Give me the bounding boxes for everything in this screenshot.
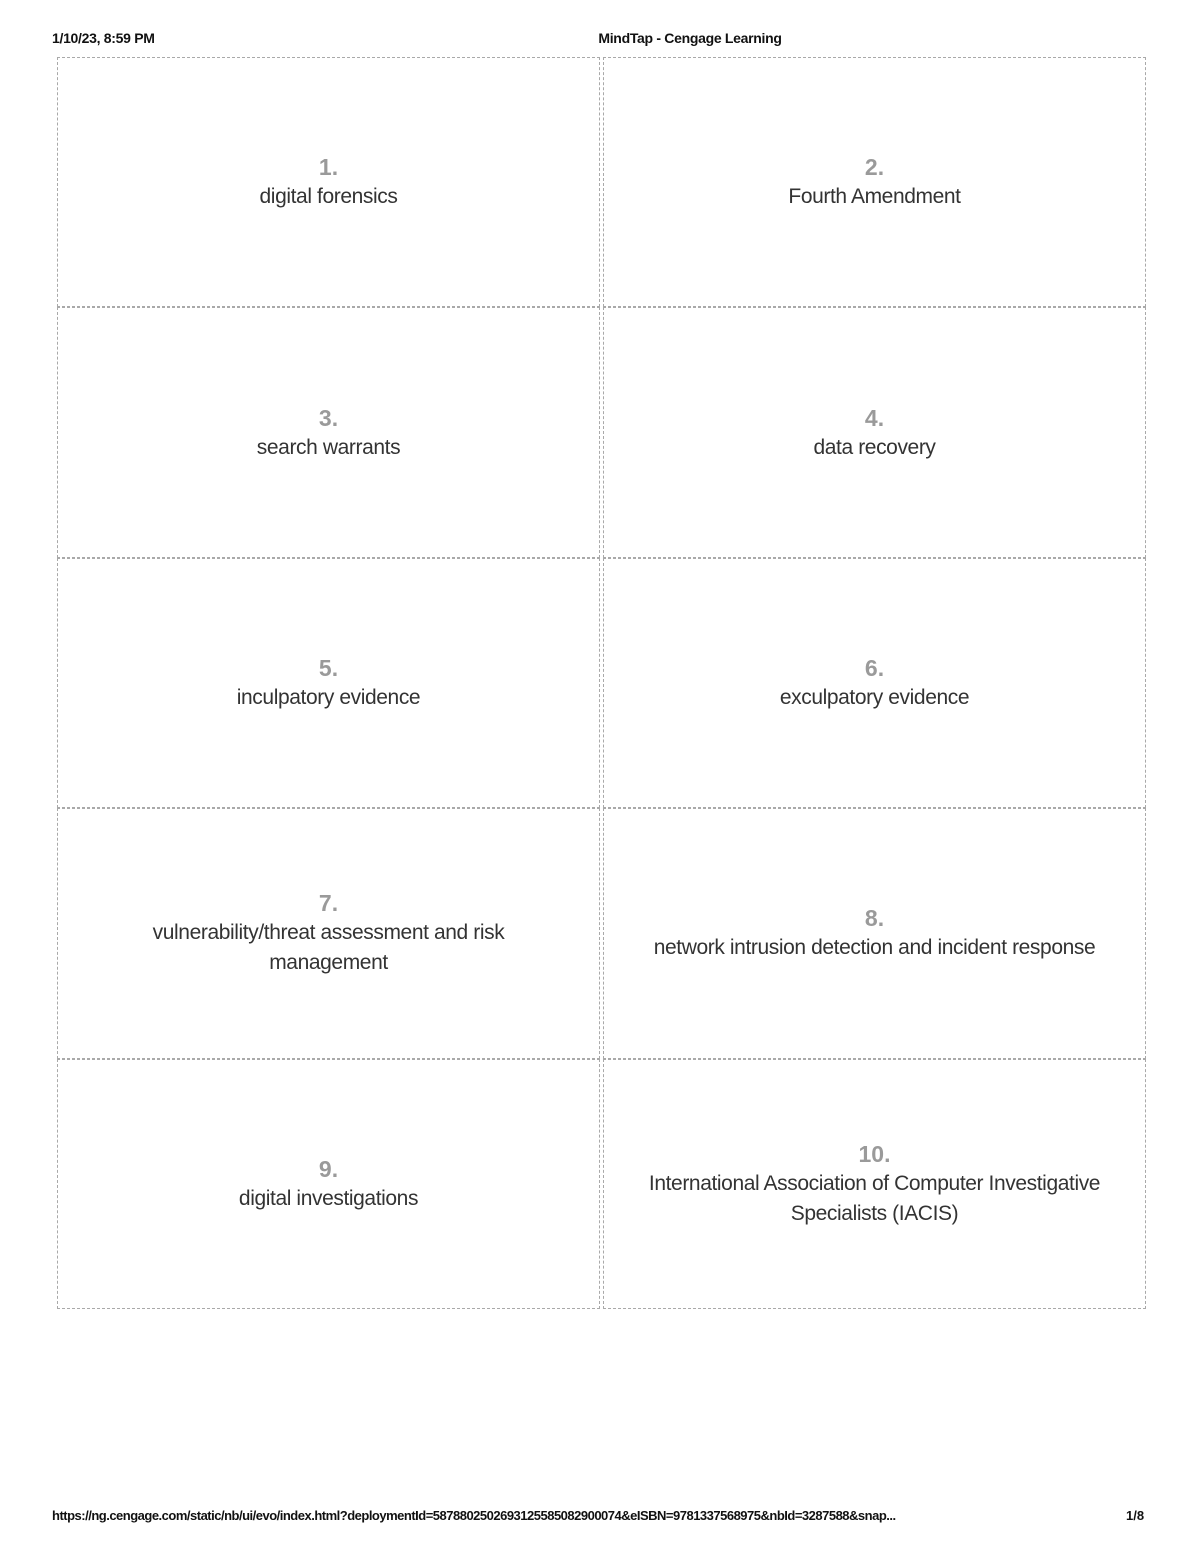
card-term: search warrants bbox=[256, 435, 401, 459]
flashcard bbox=[57, 558, 600, 808]
flashcard bbox=[603, 1059, 1146, 1309]
footer-url: https://ng.cengage.com/static/nb/ui/evo/index.html?deploymentId=5878802502693125585082900074&eISBN=9781337568975&nbId=3287588&snap... bbox=[52, 1508, 896, 1523]
card-number: 4. bbox=[864, 404, 885, 431]
card-number: 2. bbox=[864, 154, 885, 181]
card-term: exculpatory evidence bbox=[779, 685, 970, 709]
flashcard-grid bbox=[57, 57, 1146, 1309]
page-title: MindTap - Cengage Learning bbox=[598, 30, 782, 46]
card-term: data recovery bbox=[813, 435, 936, 459]
flashcard bbox=[57, 57, 600, 307]
card-number: 1. bbox=[318, 154, 339, 181]
card-term: inculpatory evidence bbox=[236, 685, 421, 709]
page-number: 1/8 bbox=[1126, 1508, 1145, 1523]
flashcard bbox=[603, 558, 1146, 808]
flashcard bbox=[603, 808, 1146, 1058]
card-term: Fourth Amendment bbox=[788, 185, 961, 209]
flashcard bbox=[57, 1059, 600, 1309]
flashcard bbox=[603, 307, 1146, 557]
card-term: vulnerability/threat assessment and risk management bbox=[152, 921, 505, 975]
card-term: digital investigations bbox=[238, 1186, 419, 1210]
card-term: International Association of Computer Investigative Specialists (IACIS) bbox=[648, 1171, 1101, 1225]
card-term: digital forensics bbox=[259, 185, 398, 209]
card-number: 5. bbox=[318, 654, 339, 681]
card-number: 6. bbox=[864, 654, 885, 681]
flashcard bbox=[57, 808, 600, 1058]
card-number: 3. bbox=[318, 404, 339, 431]
card-number: 8. bbox=[864, 905, 885, 932]
flashcard bbox=[57, 307, 600, 557]
card-number: 10. bbox=[858, 1140, 891, 1167]
flashcard bbox=[603, 57, 1146, 307]
card-term: network intrusion detection and incident response bbox=[653, 936, 1096, 960]
card-number: 9. bbox=[318, 1155, 339, 1182]
card-number: 7. bbox=[318, 890, 339, 917]
print-datetime: 1/10/23, 8:59 PM bbox=[52, 30, 155, 46]
